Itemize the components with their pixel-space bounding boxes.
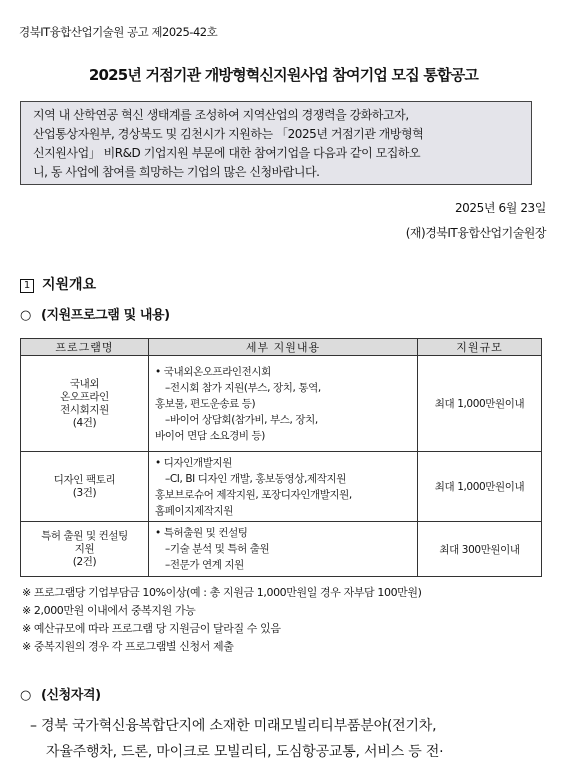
note-item: ※ 예산규모에 따라 프로그램 당 지원금이 달라질 수 있음 <box>22 622 281 635</box>
subheading-support-programs <box>20 304 170 323</box>
header-program-name: 프로그램명 <box>21 339 149 356</box>
table-row <box>21 356 542 452</box>
program-name-cell <box>21 522 149 577</box>
detail-line: –전시회 참가 지원(부스, 장치, 통역, <box>165 381 321 394</box>
program-name-cell <box>21 356 149 452</box>
program-name-line: (4건) <box>72 416 97 429</box>
eligibility-text <box>30 713 443 765</box>
detail-line: 홍보브로슈어 제작지원, 포장디자인개발지원, <box>155 488 352 501</box>
detail-line: 바이어 면담 소요경비 등) <box>155 429 265 442</box>
note-item: ※ 2,000만원 이내에서 중복지원 가능 <box>22 604 196 617</box>
header-scale: 지원규모 <box>418 339 542 356</box>
intro-box <box>20 101 532 185</box>
table-row <box>21 522 542 577</box>
detail-line: –전문가 연계 지원 <box>165 559 244 571</box>
intro-line: 산업통상자원부, 경상북도 및 김천시가 지원하는 「2025년 거점기관 개방형혁 <box>33 127 424 141</box>
subheading-text: (지원프로그램 및 내용) <box>40 308 170 323</box>
note-item: ※ 중복지원의 경우 각 프로그램별 신청서 제출 <box>22 640 234 653</box>
intro-line: 신지원사업」 비R&D 기업지원 부문에 대한 참여기업을 다음과 같이 모집하오 <box>33 146 421 160</box>
header-detail: 세부 지원내용 <box>149 339 418 356</box>
detail-line: • 국내외온오프라인전시회 <box>155 365 271 378</box>
program-name-line: 전시회지원 <box>60 403 109 416</box>
detail-line: 홍보물, 편도운송료 등) <box>155 397 256 410</box>
notes-list <box>22 584 422 656</box>
notice-date: 2025년 6월 23일 <box>454 201 546 215</box>
program-name-line: (3건) <box>72 486 97 499</box>
scale-cell: 최대 1,000만원이내 <box>418 452 542 522</box>
program-name-line: 특허 출원 및 컨설팅 <box>41 529 128 542</box>
program-name-cell <box>21 452 149 522</box>
notice-number: 경북IT융합산업기술원 공고 제2025-42호 <box>19 25 218 39</box>
detail-line: –바이어 상담회(참가비, 부스, 장치, <box>165 413 318 426</box>
intro-line: 지역 내 산학연공 혁신 생태계를 조성하여 지역산업의 경쟁력을 강화하고자, <box>33 108 409 122</box>
subheading-text: (신청자격) <box>40 688 101 703</box>
page-title: 2025년 거점기관 개방형혁신지원사업 참여기업 모집 통합공고 <box>88 66 479 84</box>
detail-line: • 특허출원 및 컨설팅 <box>155 527 248 539</box>
eligibility-line: 자율주행차, 드론, 마이크로 모빌리티, 도심항공교통, 서비스 등 전· <box>46 744 444 760</box>
issuing-organization: (재)경북IT융합산업기술원장 <box>405 226 546 240</box>
program-name-line: 디자인 팩토리 <box>53 473 116 486</box>
subheading-eligibility <box>20 684 101 703</box>
program-name-line: (2건) <box>72 555 97 568</box>
circle-bullet-icon: ○ <box>20 688 31 703</box>
scale-cell: 최대 300만원이내 <box>418 522 542 577</box>
detail-line: 홈페이지제작지원 <box>155 504 233 517</box>
intro-line: 니, 동 사업에 참여를 희망하는 기업의 많은 신청바랍니다. <box>33 165 320 179</box>
detail-cell <box>149 522 418 577</box>
detail-cell <box>149 452 418 522</box>
support-program-table <box>20 338 542 577</box>
section-heading-support-overview <box>20 274 96 294</box>
section-title: 지원개요 <box>42 277 97 293</box>
table-row <box>21 452 542 522</box>
detail-line: –기술 분석 및 특허 출원 <box>165 543 270 555</box>
program-name-line: 온오프라인 <box>60 390 109 403</box>
table-header-row <box>21 339 542 356</box>
program-name-line: 국내외 <box>69 377 100 390</box>
scale-cell: 최대 1,000만원이내 <box>418 356 542 452</box>
program-name-line: 지원 <box>74 542 95 555</box>
detail-cell <box>149 356 418 452</box>
note-item: ※ 프로그램당 기업부담금 10%이상(예 : 총 지원금 1,000만원일 경우 자부담 100만원) <box>22 586 422 599</box>
section-number-box: 1 <box>20 279 34 293</box>
circle-bullet-icon: ○ <box>20 308 31 323</box>
detail-line: • 디자인개발지원 <box>155 456 232 469</box>
eligibility-line: – 경북 국가혁신융복합단지에 소재한 미래모빌리티부품분야(전기차, <box>30 718 437 734</box>
detail-line: –CI, BI 디자인 개발, 홍보동영상,제작지원 <box>165 472 346 485</box>
